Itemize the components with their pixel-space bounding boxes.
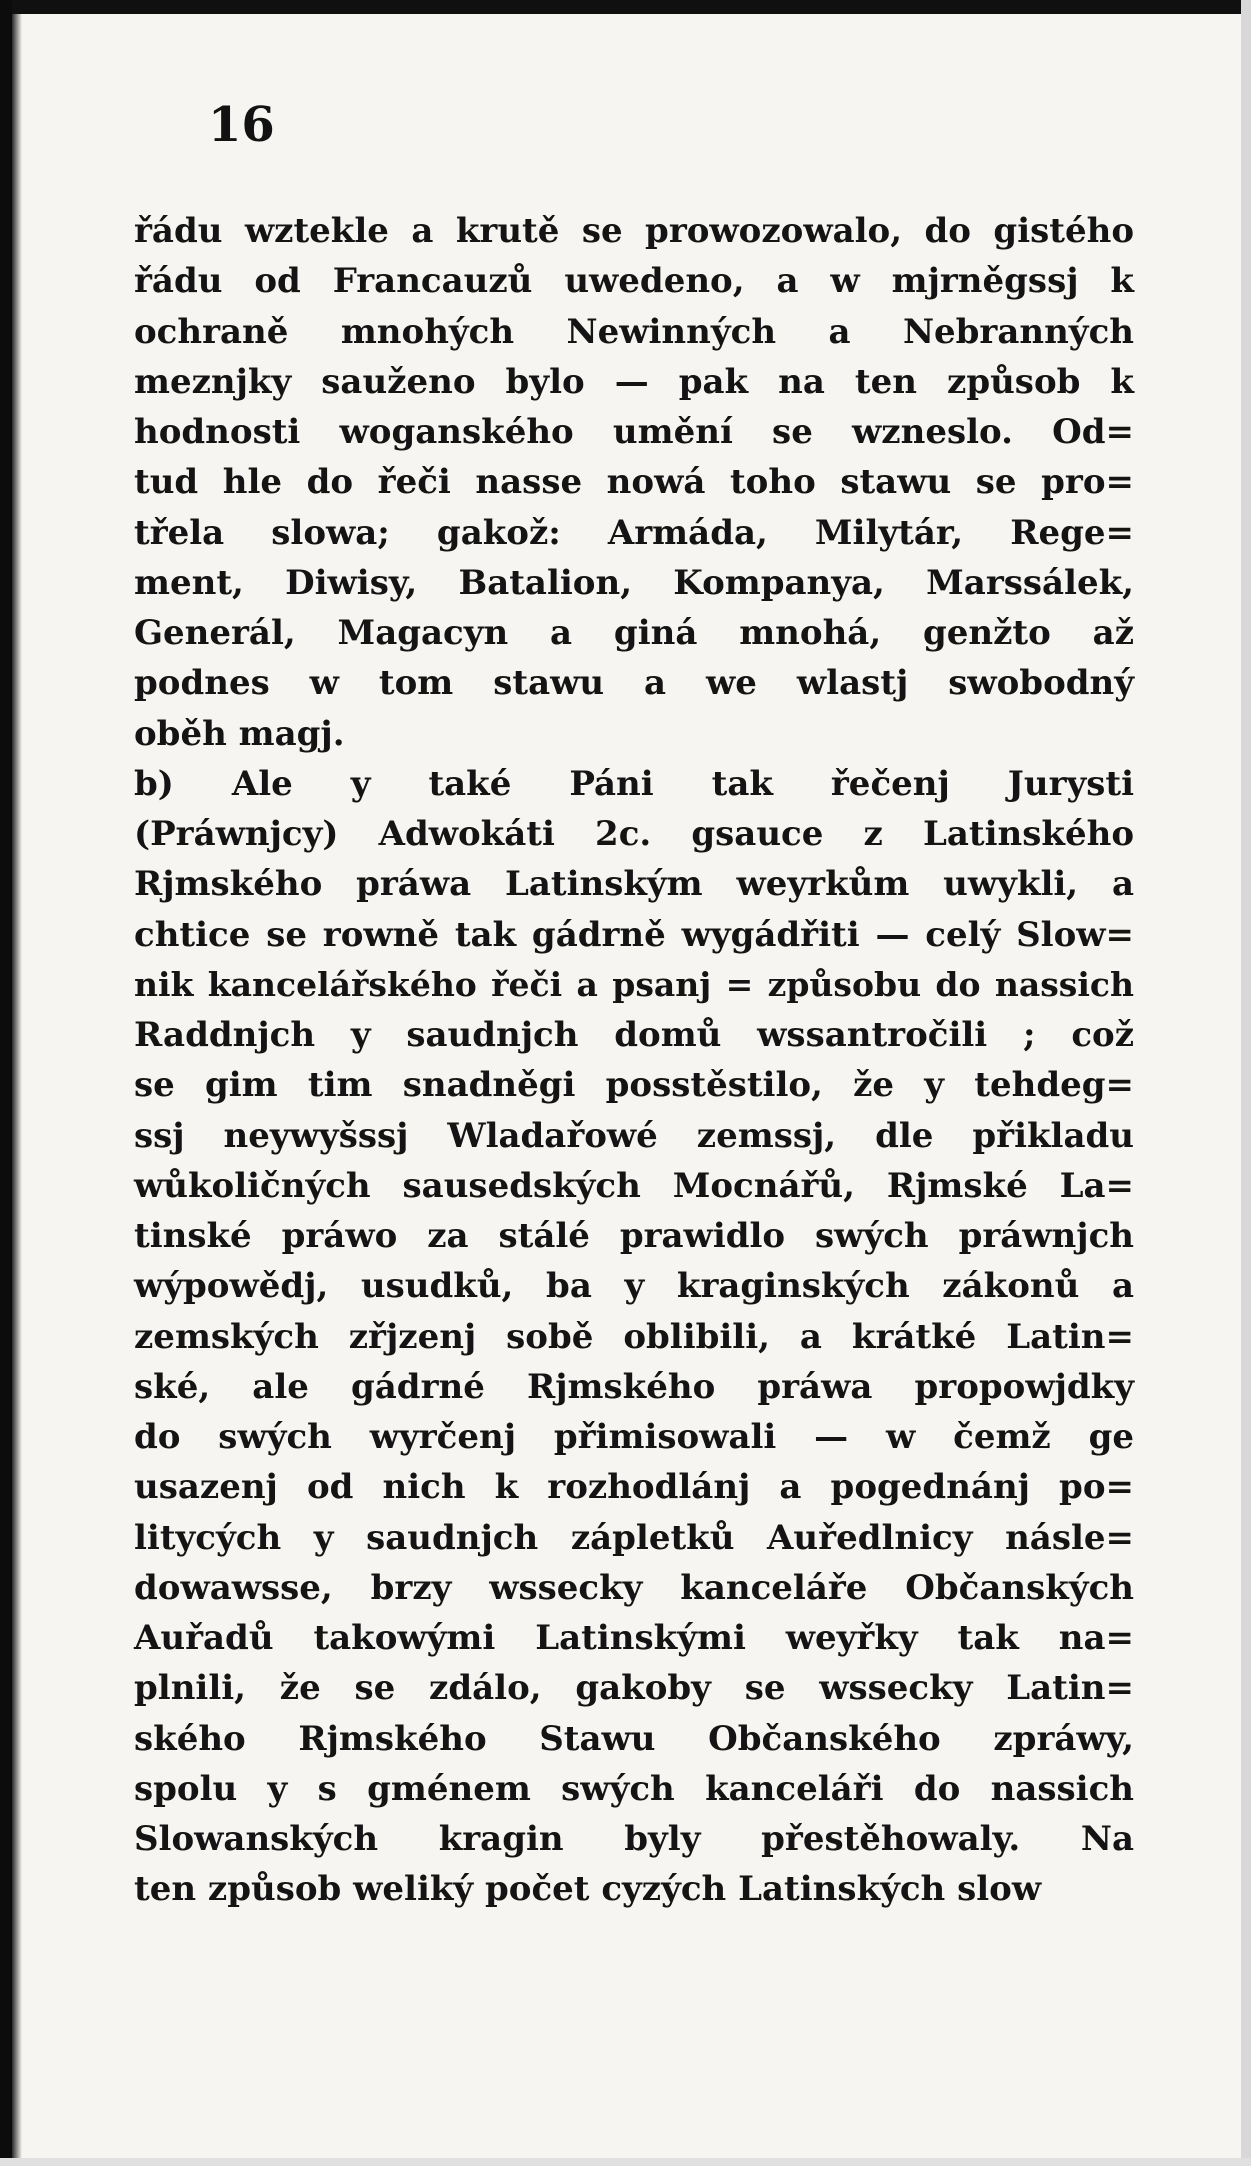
text-line: oběh magj.	[134, 713, 345, 754]
text-line: Generál, Magacyn a giná mnohá, genžto až	[134, 613, 1134, 653]
text-line: tud hle do řeči nasse nowá toho stawu se pro=	[134, 462, 1134, 503]
text-line: b) Ale y také Páni tak řečenj Jurysti	[134, 763, 1134, 804]
text-line: Slowanských kragin byly přestěhowaly. Na	[134, 1819, 1134, 1859]
text-line: spolu y s gménem swých kanceláři do nassich	[134, 1768, 1134, 1809]
text-line: řádu wztekle a krutě se prowozowalo, do gistého	[134, 211, 1134, 251]
text-line: litycých y saudnjch zápletků Auředlnicy násle=	[134, 1517, 1134, 1558]
text-line: (Práwnjcy) Adwokáti 2c. gsauce z Latinského	[134, 814, 1134, 854]
scan-border-right	[1241, 0, 1251, 2166]
text-line: hodnosti woganského umění se wzneslo. Od=	[134, 412, 1134, 452]
text-line: plnili, že se zdálo, gakoby se wssecky Latin=	[134, 1668, 1134, 1709]
text-line: ské, ale gádrné Rjmského práwa propowjdky	[134, 1366, 1134, 1407]
gutter-shadow	[12, 14, 22, 2166]
text-line: usazenj od nich k rozhodlánj a pogednánj po=	[134, 1467, 1134, 1508]
text-line: ochraně mnohých Newinných a Nebranných	[134, 311, 1134, 352]
text-line: nik kancelářského řeči a psanj = způsobu do nassich	[134, 964, 1134, 1004]
text-line: wýpowědj, usudků, ba y kraginských zákonů a	[134, 1266, 1134, 1307]
text-line: zemských zřjzenj sobě oblibili, a krátké Latin=	[134, 1316, 1134, 1357]
text-line: dowawsse, brzy wssecky kanceláře Občanských	[134, 1567, 1134, 1608]
text-line: do swých wyrčenj přimisowali — w čemž ge	[134, 1417, 1134, 1457]
text-line: Auřadů takowými Latinskými weyřky tak na=	[134, 1618, 1134, 1658]
scan-border-left	[0, 0, 12, 2166]
text-line: Rjmského práwa Latinským weyrkům uwykli, a	[134, 864, 1134, 905]
text-line: řádu od Francauzů uwedeno, a w mjrněgssj k	[134, 261, 1134, 302]
text-line: meznjky sauženo bylo — pak na ten způsob k	[134, 361, 1134, 402]
scan-border-top	[0, 0, 1251, 14]
text-line: ment, Diwisy, Batalion, Kompanya, Marssálek,	[134, 562, 1134, 603]
text-line: wůkoličných sausedských Mocnářů, Rjmské La=	[134, 1165, 1134, 1206]
text-line: podnes w tom stawu a we wlastj swobodný	[134, 663, 1134, 704]
text-line: třela slowa; gakož: Armáda, Milytár, Rege=	[134, 512, 1134, 553]
text-line: ského Rjmského Stawu Občanského zpráwy,	[134, 1718, 1134, 1759]
text-line: tinské práwo za stálé prawidlo swých práwnjch	[134, 1216, 1134, 1256]
body-text	[134, 206, 1134, 1915]
text-line: chtice se rowně tak gádrně wygádřiti — celý Slow=	[134, 914, 1134, 955]
scan-border-bottom	[0, 2158, 1251, 2166]
text-line: ten způsob weliký počet cyzých Latinských slow	[134, 1869, 1042, 1910]
page-number: 16	[208, 97, 275, 153]
text-line: ssj neywyšssj Wladařowé zemssj, dle přikladu	[134, 1115, 1134, 1156]
text-line: se gim tim snadněgi posstěstilo, že y tehdeg=	[134, 1065, 1134, 1106]
text-line: Raddnjch y saudnjch domů wssantročili ; což	[134, 1015, 1134, 1055]
